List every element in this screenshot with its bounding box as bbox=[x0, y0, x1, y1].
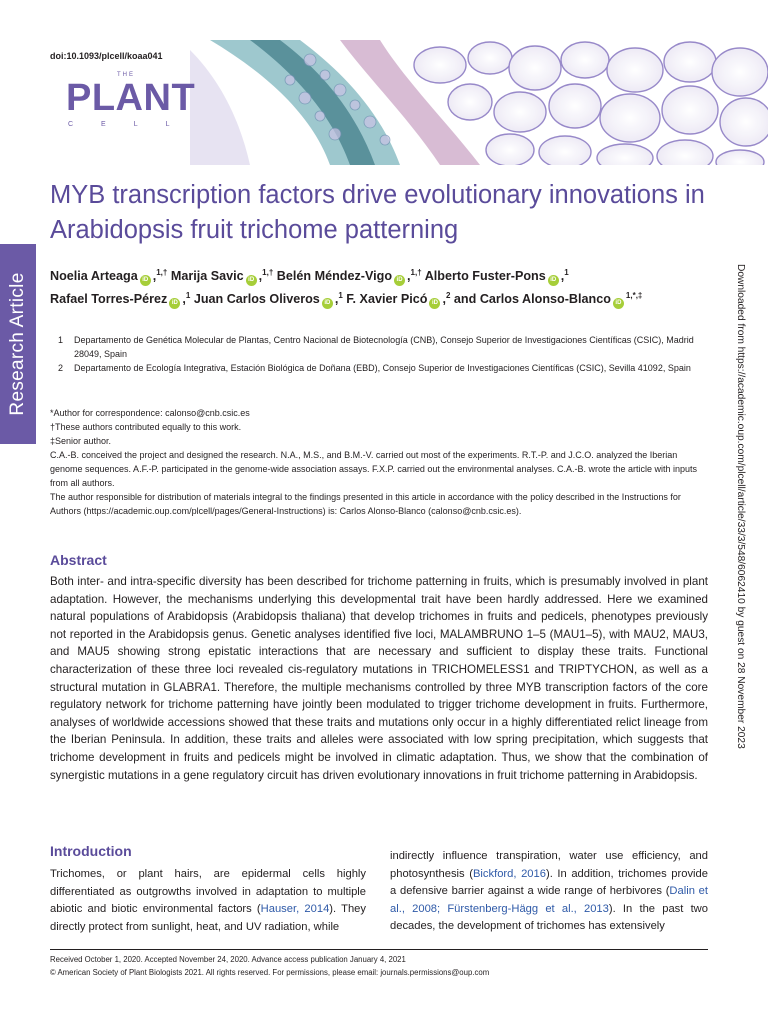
article-type-tab bbox=[0, 244, 36, 444]
micrograph-banner bbox=[190, 40, 768, 165]
journal-logo bbox=[66, 70, 198, 132]
contributions-note: C.A.-B. conceived the project and designed the research. N.A., M.S., and B.M.-V. carried out most of the experiments. R.T.-P. and J.C.O. analyzed the Iberian genome sequences. A.F.-P. participated in the genome-wide association assays. F.X.P. carried out the environmental analyses. C.A.-B. wrote the article with inputs from all authors. bbox=[50, 450, 698, 488]
orcid-icon[interactable]: iD bbox=[322, 298, 333, 309]
author-name[interactable]: Noelia Arteaga bbox=[50, 269, 138, 283]
author-affiliation-marker: 1,† bbox=[262, 268, 274, 277]
download-note-text: Downloaded from https://academic.oup.com/plcell/article/33/3/548/6062410 by guest on 28 November 2023 bbox=[735, 264, 746, 749]
author-name[interactable]: Marija Savic bbox=[170, 269, 244, 283]
affiliation-item bbox=[50, 333, 710, 361]
orcid-icon[interactable]: iD bbox=[394, 275, 405, 286]
logo-plant: PLANT bbox=[66, 77, 196, 119]
footer-divider bbox=[50, 949, 708, 950]
author-name[interactable]: Juan Carlos Oliveros bbox=[193, 292, 320, 306]
intro-text: ). In the past two decades, the development of trichomes has extensively bbox=[390, 902, 708, 933]
citation-link[interactable]: Hauser, 2014 bbox=[260, 903, 330, 916]
author-name[interactable]: Belén Méndez-Vigo bbox=[276, 269, 393, 283]
affiliation-number: 2 bbox=[58, 363, 64, 374]
intro-text: indirectly influence transpiration, water use efficiency, and photosynthesis ( bbox=[390, 850, 708, 880]
introduction-heading: Introduction bbox=[50, 843, 132, 859]
author-list: Noelia Arteaga iD ,$^{1,\dagger}$ Marija Savic iD ,$^{1,\dagger}$ Belén Méndez-Vigo iD ,$^{1,\dagger}$ Alberto Fuster-Pons iD ,$^1$ Rafael Torres-Pérez iD ,$^1$ Juan Carlos Oliveros iD ,$^1$ F. Xavier Picó iD ,$^2$ and Carlos Alonso-Blanco iD$^{1,*,\ddagger}$ bbox=[50, 263, 730, 309]
introduction-column-right bbox=[390, 848, 708, 936]
intro-text: ). In addition, trichomes provide a defensive barrier against a wide range of herbivores ( bbox=[390, 867, 708, 898]
author-affiliation-marker: 1 bbox=[338, 291, 343, 300]
abstract-heading: Abstract bbox=[50, 552, 107, 568]
author-name[interactable]: F. Xavier Picó bbox=[346, 292, 428, 306]
introduction-column-left bbox=[50, 866, 366, 936]
author-affiliation-marker: 1,† bbox=[410, 268, 422, 277]
equal-contribution-note: †These authors contributed equally to this work. bbox=[50, 422, 242, 432]
logo-cell: CELL bbox=[68, 121, 198, 128]
affiliations bbox=[50, 333, 710, 376]
author-name[interactable]: Rafael Torres-Pérez bbox=[50, 292, 168, 306]
citation-link[interactable]: Dalin et al., 2008; Fürstenberg-Hägg et al., 2013 bbox=[390, 885, 708, 915]
affiliation-text: Departamento de Ecología Integrativa, Estación Biológica de Doñana (EBD), Consejo Superior de Investigaciones Científicas (CSIC), Sevilla 41092, Spain bbox=[74, 363, 691, 374]
orcid-icon[interactable]: iD bbox=[169, 298, 180, 309]
author-affiliation-marker: 1,† bbox=[156, 268, 168, 277]
logo-the: THE bbox=[117, 72, 135, 78]
download-note bbox=[730, 264, 750, 764]
article-title: MYB transcription factors drive evolutionary innovations in Arabidopsis fruit trichome patterning bbox=[50, 181, 705, 244]
copyright-notice: © American Society of Plant Biologists 2021. All rights reserved. For permissions, please email: journals.permissions@oup.com bbox=[50, 968, 490, 977]
affiliation-number: 1 bbox=[58, 335, 64, 345]
orcid-icon[interactable]: iD bbox=[246, 275, 257, 286]
author-affiliation-marker: 1,*,‡ bbox=[625, 291, 643, 300]
orcid-icon[interactable]: iD bbox=[548, 275, 559, 286]
orcid-icon[interactable]: iD bbox=[613, 298, 624, 309]
and-word: and bbox=[453, 292, 477, 306]
citation-link[interactable]: Bickford, 2016 bbox=[472, 867, 546, 880]
intro-text: Trichomes, or plant hairs, are epidermal cells highly differentiated as outgrowths involved in adaptation to multiple abiotic and biotic environmental factors ( bbox=[50, 868, 366, 916]
abstract-text: Both inter- and intra-specific diversity has been described for trichome patterning in fruits, which is presumably involved in plant adaptation. However, the mechanisms underlying this developmental trait have been hardly addressed. Here we examined natural populations of Arabidopsis (Arabidopsis thaliana) that develop trichomes in fruits and pedicels, phenotypes previously not reported in the Arabidopsis genus. Genetic analyses identified five loci, MALAMBRUNO 1–5 (MAU1–5), with MAU2, MAU3, and MAU5 showing strong epistatic interactions that are necessary and sufficient to display these traits. Functional characterization of these three loci revealed cis-regulatory mutations in TRICHOMELESS1 and TRIPTYCHON, as well as a structural mutation in GLABRA1. Therefore, the multiple mechanisms controlled by three MYB transcription factors of the core regulatory network for trichome patterning have jointly been modulated to trigger trichome development in fruits. Furthermore, analyses of worldwide accessions showed that these traits and mutations only occur in a highly differentiated relict lineage from the Iberian Peninsula. In addition, these traits and alleles were associated with low spring precipitation, which suggests that trichome development in fruits and pedicels might be involved in climatic adaptation. Thus, we show that the combination of synergistic mutations in a gene regulatory circuit has driven evolutionary innovations in fruit trichome patterning in Arabidopsis. bbox=[50, 575, 708, 782]
author-notes bbox=[50, 406, 712, 518]
author-name[interactable]: Alberto Fuster-Pons bbox=[424, 269, 546, 283]
orcid-icon[interactable]: iD bbox=[140, 275, 151, 286]
author-affiliation-marker: 1 bbox=[564, 268, 569, 277]
affiliation-text: Departamento de Genética Molecular de Plantas, Centro Nacional de Biotecnología (CNB), Consejo Superior de Investigaciones Científicas (CSIC), Madrid 28049, Spain bbox=[74, 335, 694, 360]
plant-tissue-illustration bbox=[190, 40, 768, 165]
correspondence-note: *Author for correspondence: calonso@cnb.csic.es bbox=[50, 408, 250, 418]
affiliation-item bbox=[50, 361, 710, 375]
intro-text: ). They directly protect from sunlight, heat, and UV radiation, while bbox=[50, 903, 366, 933]
received-dates: Received October 1, 2020. Accepted November 24, 2020. Advance access publication January 4, 2021 bbox=[50, 955, 406, 964]
author-affiliation-marker: 1 bbox=[185, 291, 191, 300]
distribution-note: The author responsible for distribution of materials integral to the findings presented in this article in accordance with the policy described in the Instructions for Authors (https://academic.oup.com/plcell/pages/General-Instructions) is: Carlos Alonso-Blanco (calonso@cnb.csic.es). bbox=[50, 492, 681, 516]
doi: doi:10.1093/plcell/koaa041 bbox=[50, 51, 163, 61]
author-name[interactable]: Carlos Alonso-Blanco bbox=[479, 292, 611, 306]
senior-author-note: ‡Senior author. bbox=[50, 436, 112, 446]
article-type-label: Research Article bbox=[7, 272, 28, 416]
orcid-icon[interactable]: iD bbox=[429, 298, 440, 309]
author-affiliation-marker: 2 bbox=[445, 291, 451, 300]
